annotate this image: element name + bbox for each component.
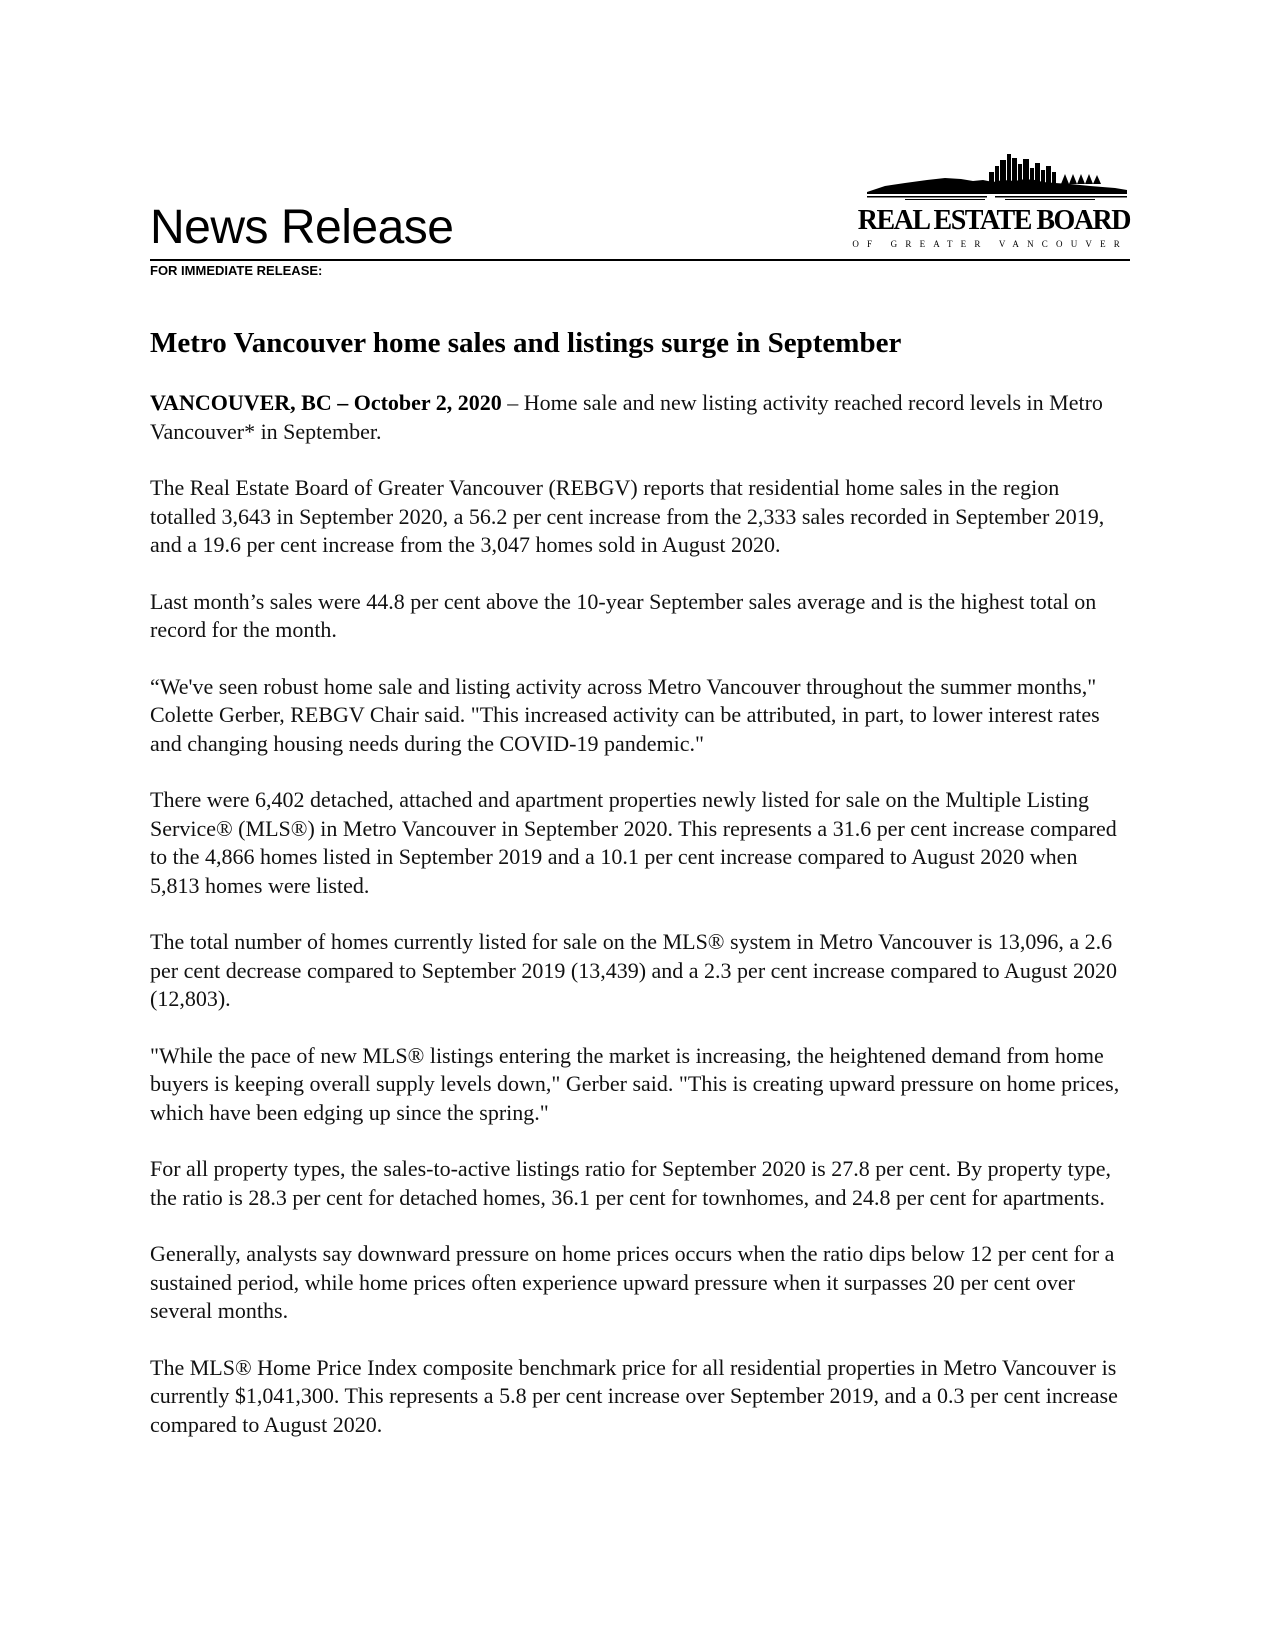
header-divider bbox=[150, 259, 1130, 261]
logo-sub-text: OF GREATER VANCOUVER bbox=[852, 239, 1128, 249]
dateline: VANCOUVER, BC – October 2, 2020 bbox=[150, 390, 502, 415]
article-body bbox=[150, 325, 1130, 1467]
paragraph: The total number of homes currently listed for sale on the MLS® system in Metro Vancouver is 13,096, a 2.6 per cent decrease compared to September 2019 (13,439) and a 2.3 per cent increase compared to August 2020 (12,803). bbox=[150, 929, 1118, 1011]
paragraph: "While the pace of new MLS® listings entering the market is increasing, the heightened demand from home buyers is keeping overall supply levels down," Gerber said. "This is creating upward pressure on home prices, which have been edging up since the spring." bbox=[150, 1042, 1120, 1125]
page-header bbox=[150, 150, 1130, 278]
lead-paragraph bbox=[150, 389, 1130, 446]
news-release-title: News Release bbox=[150, 201, 454, 254]
vancouver-skyline-icon bbox=[865, 150, 1130, 202]
paragraph: The MLS® Home Price Index composite benchmark price for all residential properties in Metro Vancouver is currently $1,041,300. This represents a 5.8 per cent increase over September 2019, and a 0.3 per cent increase compared to August 2020. bbox=[150, 1354, 1118, 1437]
paragraph: Last month’s sales were 44.8 per cent above the 10-year September sales average and is the highest total on record for the month. bbox=[150, 588, 1097, 642]
paragraph: The Real Estate Board of Greater Vancouver (REBGV) reports that residential home sales in the region totalled 3,643 in September 2020, a 56.2 per cent increase from the 2,333 sales recorded in September 2019, and a 19.6 per cent increase from the 3,047 homes sold in August 2020. bbox=[150, 475, 1105, 557]
paragraph: “We've seen robust home sale and listing activity across Metro Vancouver throughout the summer months," Colette Gerber, REBGV Chair said. "This increased activity can be attributed, in part, to lower interest rates and changing housing needs during the COVID-19 pandemic." bbox=[150, 673, 1100, 756]
rebgv-logo bbox=[852, 150, 1130, 250]
immediate-release-label: FOR IMMEDIATE RELEASE: bbox=[150, 263, 323, 278]
paragraph: There were 6,402 detached, attached and apartment properties newly listed for sale on the Multiple Listing Service® (MLS®) in Metro Vancouver in September 2020. This represents a 31.6 per cent increase compared to the 4,866 homes listed in September 2019 and a 10.1 per cent increase compared to August 2020 when 5,813 homes were listed. bbox=[150, 787, 1117, 898]
lead-text: – Home sale and new listing activity reached record levels in Metro Vancouver* in September. bbox=[150, 390, 1103, 444]
paragraph: Generally, analysts say downward pressure on home prices occurs when the ratio dips below 12 per cent for a sustained period, while home prices often experience upward pressure when it surpasses 20 per cent over several months. bbox=[150, 1241, 1115, 1323]
article-headline: Metro Vancouver home sales and listings surge in September bbox=[150, 327, 902, 359]
paragraph: For all property types, the sales-to-active listings ratio for September 2020 is 27.8 per cent. By property type, the ratio is 28.3 per cent for detached homes, 36.1 per cent for townhomes, and 24.8 per cent for apartments. bbox=[150, 1156, 1112, 1210]
logo-main-text: REAL ESTATE BOARD bbox=[857, 205, 1130, 236]
